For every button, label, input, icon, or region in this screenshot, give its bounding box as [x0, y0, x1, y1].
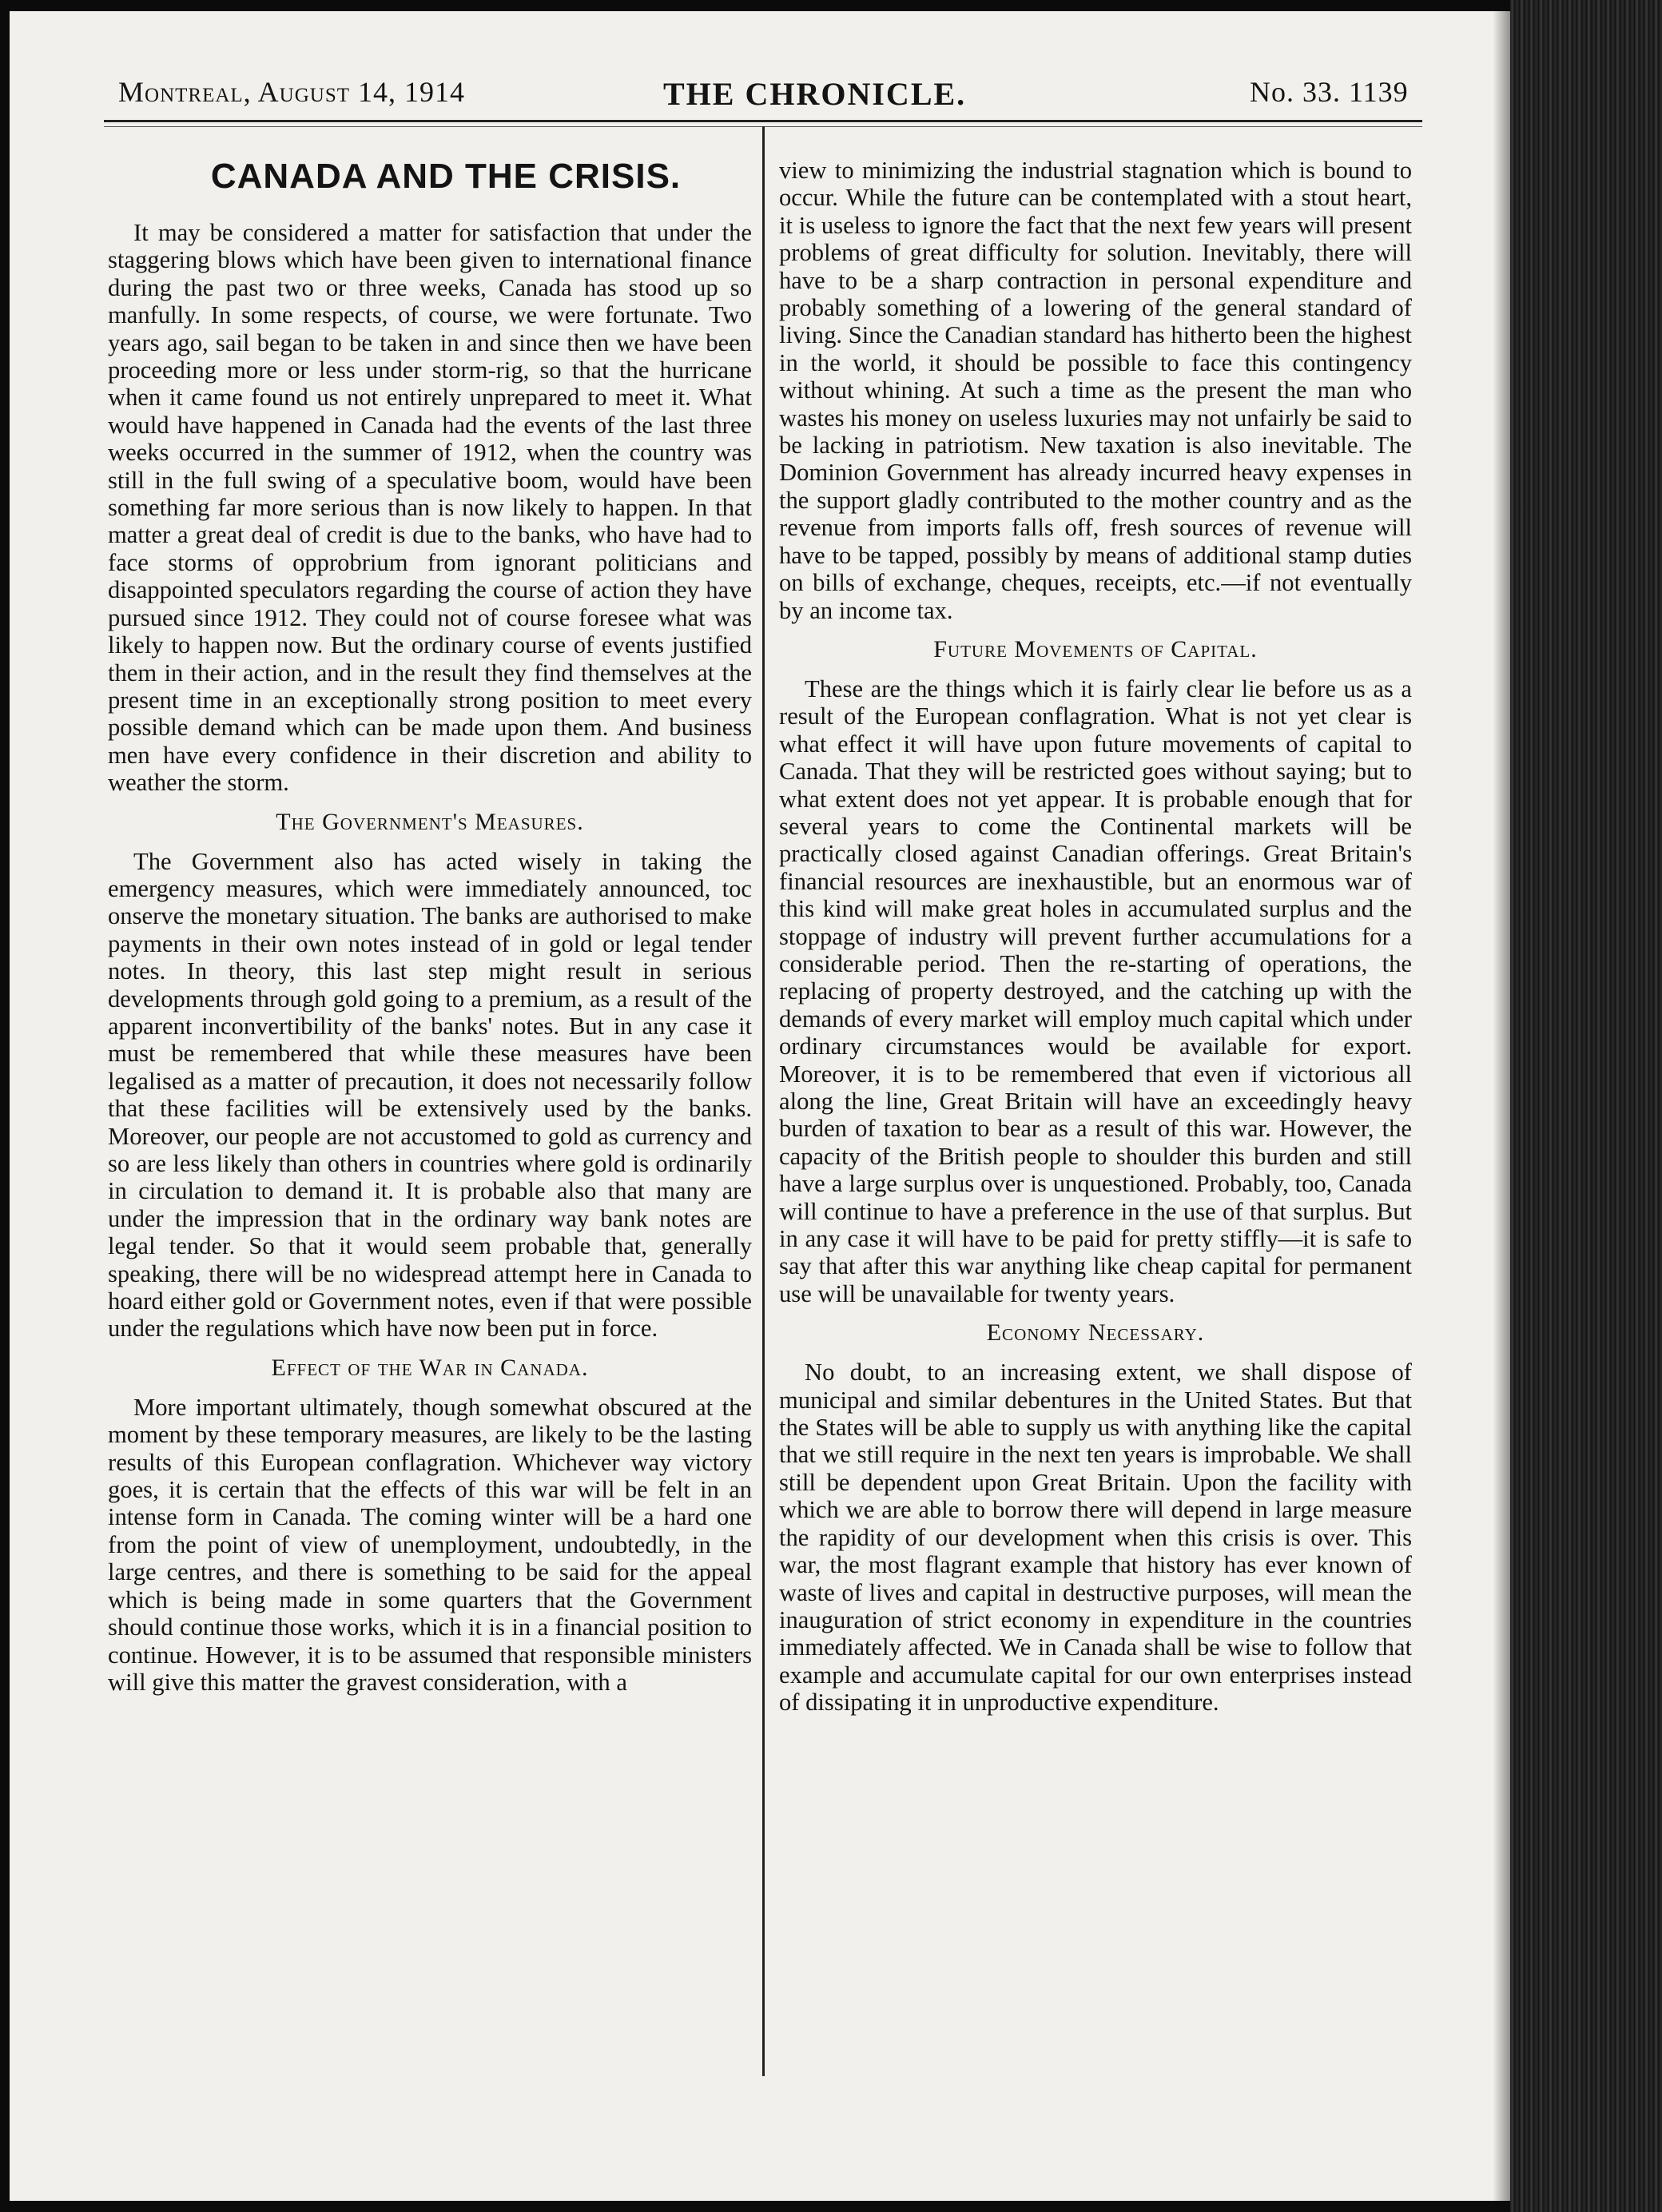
book-page-edges [1510, 0, 1662, 2212]
header-issue-page: No. 33. 1139 [1250, 76, 1409, 108]
economy-necessary-paragraph: No doubt, to an increasing extent, we shall dispose of municipal and similar debentures in the United States. But that the States will be able to supply us with anything like the capital that we still require in the next ten years is improbable. We shall still be dependent upon Great Britain. Upon the facility with which we are able to borrow there will depend in large measure the rapidity of our development when this crisis is over. This war, the most flagrant example that history has ever known of waste of lives and capital in destructive purposes, will mean the inauguration of strict economy in expenditure in the countries immediately affected. We in Canada shall be wise to follow that example and accumulate capital for our own enterprises instead of dissipating it in unproductive expenditure. [779, 1359, 1412, 1717]
section-heading-future-movements: Future Movements of Capital. [933, 635, 1258, 662]
right-column [779, 157, 1412, 1717]
header-publication-title: THE CHRONICLE. [663, 76, 967, 112]
section-heading-effect-of-war: Effect of the War in Canada. [271, 1354, 589, 1381]
header-rule [104, 120, 1422, 122]
column-divider [762, 126, 765, 2076]
effect-of-war-paragraph: More important ultimately, though somewhat obscured at the moment by these temporary measures, are likely to be the lasting results of this European conflagration. Whichever way victory goes, it is certain that the effects of this war will be felt in an intense form in Canada. The coming winter will be a hard one from the point of view of unemployment, undoubtedly, in the large centres, and there is something to be said for the appeal which is being made in some quarters that the Government should continue those works, which it is in a financial position to continue. However, it is to be assumed that responsible ministers will give this matter the gravest consideration, with a [108, 1393, 752, 1696]
article-title: CANADA AND THE CRISIS. [210, 157, 682, 196]
left-column [108, 157, 752, 1696]
government-measures-paragraph: The Government also has acted wisely in taking the emergency measures, which were immediately announced, toc onserve the monetary situation. The banks are authorised to make payments in their own notes instead of in gold or legal tender notes. In theory, this last step might result in serious developments through gold going to a premium, as a result of the apparent inconvertibility of the banks' notes. But in any case it must be remembered that while these measures have been legalised as a matter of precaution, it does not necessarily follow that these facilities will be extensively used by the banks. Moreover, our people are not accustomed to gold as currency and so are less likely than others in countries where gold is ordinarily in circulation to demand it. It is probable also that many are under the impression that in the ordinary way bank notes are legal tender. So that it would seem probable that, generally speaking, there will be no widespread attempt here in Canada to hoard either gold or Government notes, even if that were possible under the regulations which have now been put in force. [108, 847, 752, 1343]
header-date: Montreal, August 14, 1914 [118, 76, 466, 108]
section-heading-economy-necessary: Economy Necessary. [986, 1319, 1205, 1347]
continuation-paragraph: view to minimizing the industrial stagnation which is bound to occur. While the future can be contemplated with a stout heart, it is useless to ignore the fact that the next few years will present problems of great difficulty for solution. Inevitably, there will have to be a sharp contraction in personal expenditure and probably something of a lowering of the general standard of living. Since the Canadian standard has hitherto been the highest in the world, it should be possible to face this contingency without whining. At such a time as the present the man who wastes his money on useless luxuries may not unfairly be said to be lacking in patriotism. New taxation is also inevitable. The Dominion Government has already incurred heavy expenses in the support gladly contributed to the mother country and as the revenue from imports falls off, fresh sources of revenue will have to be tapped, possibly by means of additional stamp duties on bills of exchange, cheques, receipts, etc.—if not eventually by an income tax. [779, 157, 1412, 624]
section-heading-government-measures: The Government's Measures. [276, 808, 584, 835]
intro-paragraph: It may be considered a matter for satisfaction that under the staggering blows which have been given to international finance during the past two or three weeks, Canada has stood up so manfully. In some respects, of course, we were fortunate. Two years ago, sail began to be taken in and since then we have been proceeding more or less under storm-rig, so that the hurricane when it came found us not entirely unprepared to meet it. What would have happened in Canada had the events of the last three weeks occurred in the summer of 1912, when the country was still in the full swing of a speculative boom, would have been something far more serious than is now likely to happen. In that matter a great deal of credit is due to the banks, who have had to face storms of opprobrium from ignorant politicians and disappointed speculators regarding the course of action they have pursued since 1912. They could not of course foresee what was likely to happen now. But the ordinary course of events justified them in their action, and in the result they find themselves at the present time in an exceptionally strong position to meet every possible demand which can be made upon them. And business men have every confidence in their discretion and ability to weather the storm. [108, 219, 752, 797]
future-movements-paragraph: These are the things which it is fairly clear lie before us as a result of the European conflagration. What is not yet clear is what effect it will have upon future movements of capital to Canada. That they will be restricted goes without saying; but to what extent does not yet appear. It is probable enough that for several years to come the Continental markets will be practically closed against Canadian offerings. Great Britain's financial resources are inexhaustible, but an enormous war of this kind will make great holes in accumulated surplus and the stoppage of industry will prevent further accumulations for a considerable period. Then the re-starting of operations, the replacing of property destroyed, and the catching up with the demands of every market will employ much capital which under ordinary circumstances would be available for export. Moreover, it is to be remembered that even if victorious all along the line, Great Britain will have an exceedingly heavy burden of taxation to bear as a result of this war. However, the capacity of the British people to shoulder this burden and still have a large surplus over is unquestioned. Probably, too, Canada will continue to have a preference in the use of that surplus. But in any case it will have to be paid for pretty stiffly—it is safe to say that after this war anything like cheap capital for permanent use will be unavailable for twenty years. [779, 674, 1412, 1307]
